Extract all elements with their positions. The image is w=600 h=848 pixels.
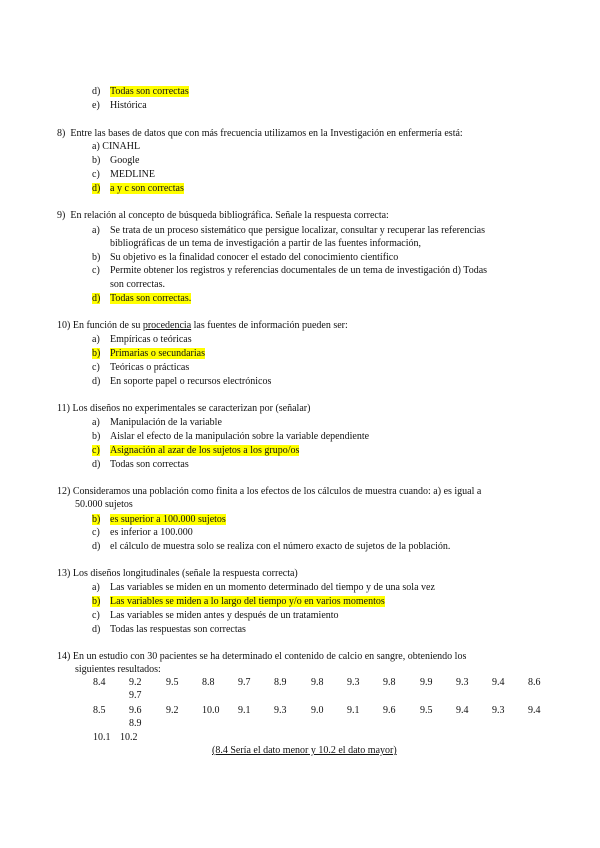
option-text: es superior a 100.000 sujetos <box>110 514 226 525</box>
option-text: Google <box>110 155 140 166</box>
data-value: 9.6 <box>129 705 142 716</box>
option-text: Todas son correctas <box>110 86 189 97</box>
data-value: 9.7 <box>129 690 142 701</box>
option-letter: d) <box>92 86 101 97</box>
question-text: Los diseños no experimentales se caracterizan por (señalar) <box>72 403 311 414</box>
data-value: 9.5 <box>420 705 433 716</box>
question-11 <box>57 403 310 415</box>
question-text: Consideramos una población como finita a los efectos de los cálculos de muestra cuando: a) es igual a <box>72 486 482 497</box>
option-letter: d) <box>92 293 101 304</box>
option-letter: d) <box>92 459 101 470</box>
question-14 <box>57 651 466 663</box>
data-value: 9.1 <box>347 705 360 716</box>
data-value: 8.6 <box>528 677 541 688</box>
option-a: a) CINAHL <box>92 141 141 152</box>
question-text-cont: siguientes resultados: <box>75 664 161 675</box>
question-9 <box>57 210 389 222</box>
data-value: 10.1 <box>93 732 111 743</box>
option-text: Primarias o secundarias <box>110 348 205 359</box>
data-value: 9.3 <box>347 677 360 688</box>
data-value: 9.3 <box>274 705 287 716</box>
option-text: es inferior a 100.000 <box>110 527 193 538</box>
data-value: 8.8 <box>202 677 215 688</box>
data-value: 9.3 <box>492 705 505 716</box>
question-text: En un estudio con 30 pacientes se ha determinado el contenido de calcio en sangre, obteniendo los <box>72 651 467 662</box>
data-value: 9.8 <box>311 677 324 688</box>
data-value: 9.5 <box>166 677 179 688</box>
option-text-cont: bibliográficas de un tema de investigación a partir de las fuentes información, <box>110 238 422 249</box>
data-value: 9.4 <box>456 705 469 716</box>
data-value: 8.4 <box>93 677 106 688</box>
option-letter: b) <box>92 596 101 607</box>
option-text: Histórica <box>110 100 147 111</box>
option-letter: c) <box>92 362 100 373</box>
data-value: 9.3 <box>456 677 469 688</box>
data-value: 8.9 <box>274 677 287 688</box>
option-text: el cálculo de muestra solo se realiza con el número exacto de sujetos de la población. <box>110 541 451 552</box>
option-text: Las variables se miden a lo largo del tiempo y/o en varios momentos <box>110 596 385 607</box>
option-text: Todas las respuestas son correctas <box>110 624 246 635</box>
option-text: MEDLINE <box>110 169 155 180</box>
option-text-cont: son correctas. <box>110 279 165 290</box>
option-letter: e) <box>92 100 100 111</box>
option-text: Manipulación de la variable <box>110 417 222 428</box>
data-value: 9.1 <box>238 705 251 716</box>
question-8 <box>57 128 463 140</box>
option-letter: d) <box>92 541 101 552</box>
option-text: Aislar el efecto de la manipulación sobre la variable dependiente <box>110 431 370 442</box>
option-letter: a) <box>92 582 100 593</box>
option-text: Su objetivo es la finalidad conocer el estado del conocimiento científico <box>110 252 399 263</box>
data-value: 8.5 <box>93 705 106 716</box>
option-letter: a) <box>92 225 100 236</box>
question-13 <box>57 568 298 580</box>
option-text: Permite obtener los registros y referencias documentales de un tema de investigación d) Todas <box>110 265 488 276</box>
option-letter: c) <box>92 527 100 538</box>
data-value: 9.4 <box>492 677 505 688</box>
data-value: 9.9 <box>420 677 433 688</box>
option-letter: b) <box>92 252 101 263</box>
answer-note: (8.4 Sería el dato menor y 10.2 el dato mayor) <box>212 745 397 756</box>
option-letter: a) <box>92 417 100 428</box>
question-text: En relación al concepto de búsqueda bibliográfica. Señale la respuesta correcta: <box>70 210 389 221</box>
option-letter: d) <box>92 376 101 387</box>
question-number: 10) <box>57 320 71 331</box>
data-value: 9.4 <box>528 705 541 716</box>
option-text: En soporte papel o recursos electrónicos <box>110 376 272 387</box>
question-10: 10) En función de su procedencia las fuentes de información pueden ser: <box>57 320 348 331</box>
option-text: Teóricas o prácticas <box>110 362 190 373</box>
question-text: Entre las bases de datos que con más frecuencia utilizamos en la Investigación en enfermería está: <box>70 128 463 139</box>
option-text: Todas son correctas <box>110 459 189 470</box>
option-text: Las variables se miden en un momento determinado del tiempo y de una sola vez <box>110 582 435 593</box>
data-value: 9.2 <box>166 705 179 716</box>
data-value: 9.6 <box>383 705 396 716</box>
option-letter: b) <box>92 514 101 525</box>
question-text-cont: 50.000 sujetos <box>75 499 133 510</box>
question-number: 14) <box>57 651 71 662</box>
option-text: a y c son correctas <box>110 183 184 194</box>
option-letter: d) <box>92 183 101 194</box>
option-letter: b) <box>92 155 101 166</box>
option-letter: d) <box>92 624 101 635</box>
option-text: Se trata de un proceso sistemático que persigue localizar, consultar y recuperar las referencias <box>110 225 485 236</box>
option-letter: b) <box>92 431 101 442</box>
option-letter: c) <box>92 265 100 276</box>
option-letter: c) <box>92 610 100 621</box>
option-text: Todas son correctas. <box>110 293 192 304</box>
option-text: Empíricas o teóricas <box>110 334 192 345</box>
question-text: Los diseños longitudinales (señale la respuesta correcta) <box>72 568 298 579</box>
data-value: 10.2 <box>120 732 138 743</box>
option-text: Asignación al azar de los sujetos a los grupo/os <box>110 445 300 456</box>
data-value: 9.8 <box>383 677 396 688</box>
question-number: 9) <box>57 210 66 221</box>
data-value: 9.2 <box>129 677 142 688</box>
option-letter: c) <box>92 445 100 456</box>
data-value: 8.9 <box>129 718 142 729</box>
question-12 <box>57 486 481 498</box>
data-value: 10.0 <box>202 705 220 716</box>
data-value: 9.7 <box>238 677 251 688</box>
question-number: 12) <box>57 486 71 497</box>
option-letter: b) <box>92 348 101 359</box>
option-letter: c) <box>92 169 100 180</box>
option-text: Las variables se miden antes y después de un tratamiento <box>110 610 339 621</box>
data-value: 9.0 <box>311 705 324 716</box>
question-number: 13) <box>57 568 71 579</box>
question-number: 11) <box>57 403 70 414</box>
question-number: 8) <box>57 128 66 139</box>
option-letter: a) <box>92 334 100 345</box>
